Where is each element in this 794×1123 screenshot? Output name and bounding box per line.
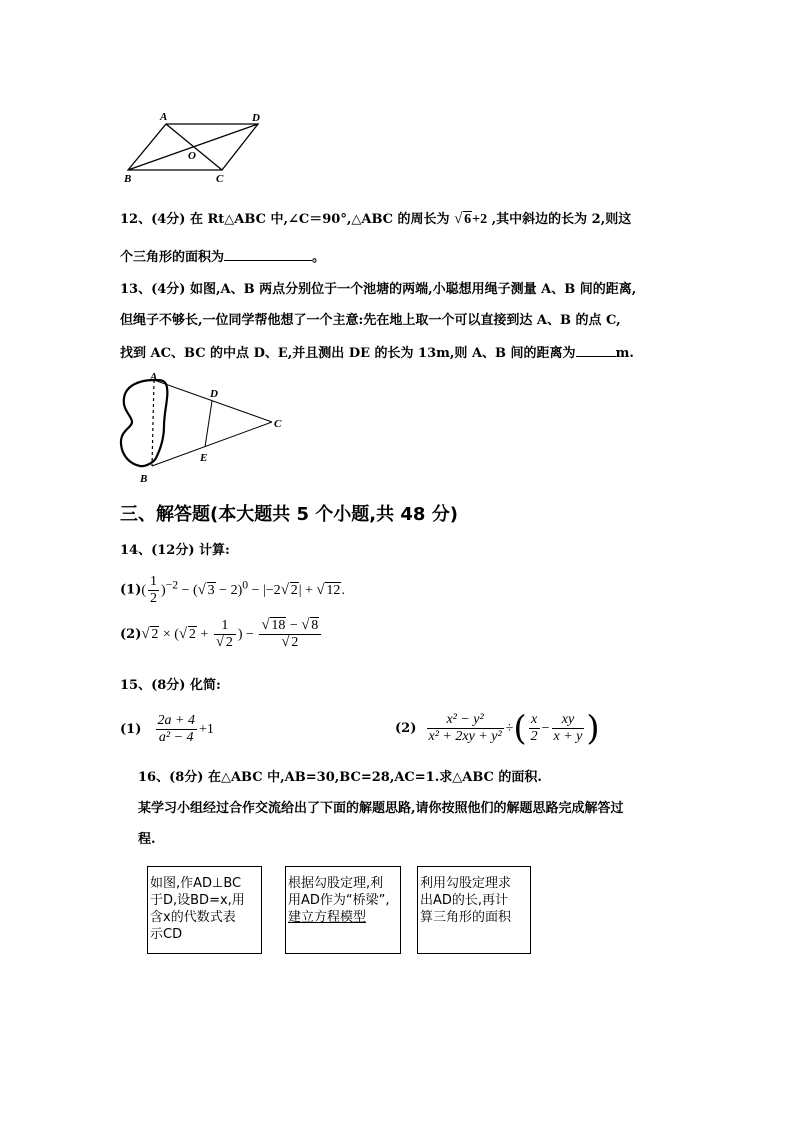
hint-box-2 [285,866,401,954]
q14-p1-rad-b: 2 [290,582,298,598]
label-d: D [252,112,260,124]
q14-p1-minus: − [248,582,263,598]
q15-p2-minus: − [541,721,550,736]
q14-p2-den-rad: 2 [291,635,299,651]
q15-p2-f2-num: xy [552,712,585,729]
q14-p2-num-rad1: 18 [271,618,286,634]
q14-p2-num-minus: − [286,618,302,634]
q14-p2-times-open: × ( [159,627,179,642]
hint-box-1-line1: 如图,作AD⊥BC [150,876,242,891]
q14-p1-plus: + [301,582,317,598]
hint-box-3 [417,866,531,954]
q14-p2-close-minus: ) − [237,627,258,642]
q15-p2-label: (2) [395,721,417,736]
q14-p1-exp0: 0 [242,578,249,591]
q14-p2-frac-den: 2 [225,635,233,651]
parallelogram-figure [118,108,268,188]
q14-p1-frac-num: 1 [150,573,158,589]
q12-line1 [120,210,631,230]
q13-line3 [120,342,634,364]
hint-box-2-line3: 建立方程模型 [288,910,367,925]
q15-p2-div: ÷ [505,721,514,736]
q14-p2-plus: + [196,627,212,642]
hint-box-1-line3: 含x的代数式表 [150,910,236,925]
q14-header: 14、(12分) 计算: [120,543,230,558]
label-o: O [188,150,196,162]
label-e2: E [200,452,208,464]
q14-p1-end: . [341,582,345,598]
label-b: B [124,173,132,185]
q15-p2-f1-num: x [529,712,540,729]
q15-p1-den: a² − 4 [158,730,194,746]
hint-box-2-line2: 用AD作为“桥梁”, [288,893,390,908]
q15-part2: (2) $\frac{\text{x² − y²}}{\text{x² + 2xy + y²}}$ ÷( $\frac{x}{2}$ − $\frac{xy}{x + y}$ ) [395,708,600,749]
q14-part1: (1)( $\frac{1}{2}$ )$^{-2}$ − (√ 3 − 2)$^0$ − |−2√ 2| + √ 12. [120,568,345,608]
q13-text-a: 找到 AC、BC 的中点 D、E,并且测出 DE 的长为 13m,则 A、B 间的距离为 [120,346,576,361]
hint-box-3-line3: 算三角形的面积 [420,910,512,925]
q15-p2-f1-den: 2 [530,729,538,745]
q12-radicand: 6 [464,212,472,227]
pond-figure [112,370,292,488]
q15-p1-num: 2a + 4 [157,713,195,729]
q14-p2-rad-b: 2 [188,627,196,642]
q13-text-b: m. [615,346,634,361]
q15-p1-label: (1) [120,722,142,737]
q14-p1-minus-open: − ( [178,582,198,598]
section-title: 三、解答题(本大题共 5 个小题,共 48 分) [120,504,458,525]
q15-part1 [120,710,214,750]
hint-box-3-line1: 利用勾股定理求 [420,876,512,891]
q14-p1-exp1: −2 [165,578,179,591]
q16-line1: 16、(8分) 在△ABC 中,AB=30,BC=28,AC=1.求△ABC 的面积. [138,770,542,785]
q15-p1-tail: +1 [198,722,214,737]
q14-p2-frac-num: 1 [214,618,236,635]
q12-perimeter-expr [454,212,487,227]
hint-box-1 [147,866,262,954]
label-a2: A [150,371,158,383]
label-b2: B [140,473,148,485]
q12-text-b: ,其中斜边的长为 2,则这 [491,212,632,227]
hint-box-1-line2: 于D,设BD=x,用 [150,893,245,908]
q14-p1-minus-two: − 2) [215,582,243,598]
q16-line3: 程. [138,832,156,847]
q14-part2 [120,617,323,653]
q13-line1: 13、(4分) 如图,A、B 两点分别位于一个池塘的两端,小聪想用绳子测量 A、B 间的距离, [120,282,637,297]
hint-box-3-line2: 出AD的长,再计 [420,893,509,908]
label-d2: D [210,388,218,400]
q13-line2: 但绳子不够长,一位同学帮他想了一个主意:先在地上取一个可以直接到达 A、B 的点 C, [120,313,621,328]
q12-answer-blank[interactable] [224,246,312,261]
hint-box-1-line4: 示CD [150,927,183,942]
q12-plus-two: +2 [472,212,488,227]
label-a: A [160,111,168,123]
q12-line2 [120,246,325,268]
q15-p2-den: x² + 2xy + y² [428,729,502,745]
q14-p2-num-rad2: 8 [311,618,319,634]
q14-p1-label: (1) [120,582,142,598]
q14-p1-abs-pre: −2 [265,582,281,598]
q14-p1-rad-a: 3 [207,582,215,598]
q15-p2-f2-den: x + y [553,729,583,745]
q15-header: 15、(8分) 化简: [120,678,221,693]
q14-p2-rad-a: 2 [151,627,159,642]
q12-text-a: 12、(4分) 在 Rt△ABC 中,∠C＝90°,△ABC 的周长为 [120,212,450,227]
label-c2: C [274,418,282,430]
q14-p2-label: (2) [120,627,142,642]
q13-answer-blank[interactable] [576,342,616,357]
label-c: C [216,173,224,185]
q16-line2: 某学习小组经过合作交流给出了下面的解题思路,请你按照他们的解题思路完成解答过 [138,801,624,816]
q14-p1-rad-c: 12 [326,582,341,598]
q12-text-c: 个三角形的面积为 [120,250,225,265]
q15-p2-num: x² − y² [427,712,504,729]
q14-p1-frac-den: 2 [150,590,158,606]
hint-box-2-line1: 根据勾股定理,利 [288,876,384,891]
q12-text-d: 。 [312,250,326,265]
